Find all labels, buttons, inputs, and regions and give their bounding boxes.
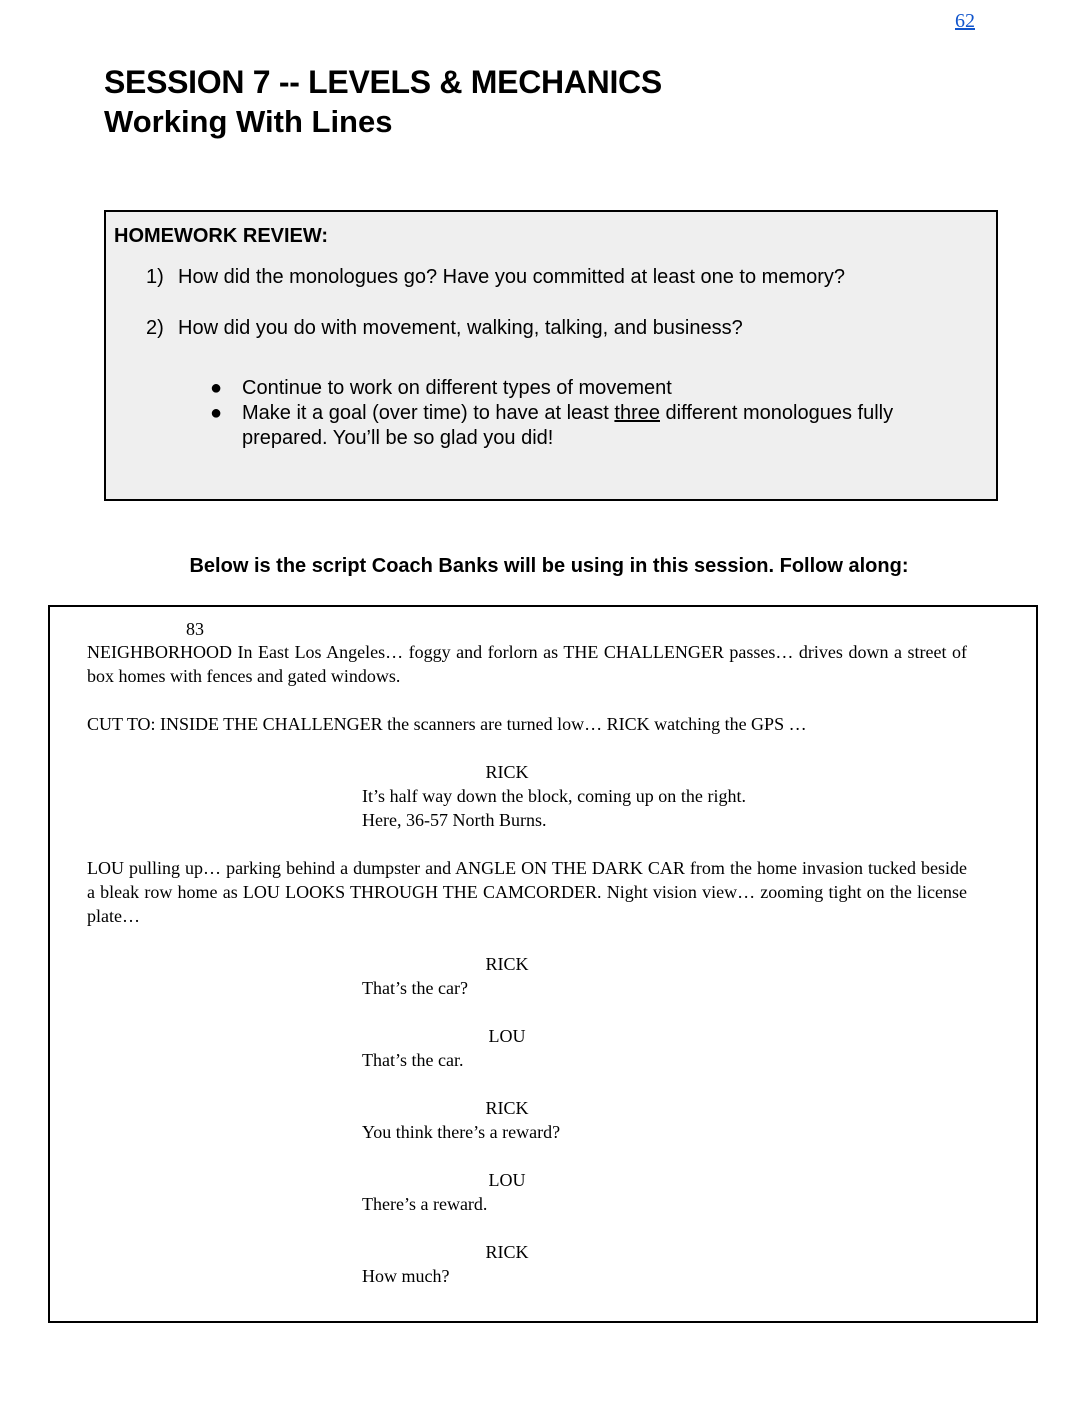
bullet-dot-icon: ● xyxy=(210,402,223,424)
bullet-text-underlined: three xyxy=(614,402,660,424)
dialogue-line: That’s the car? xyxy=(362,978,468,998)
character-name: RICK xyxy=(485,762,529,782)
character-name: LOU xyxy=(488,1026,526,1046)
dialogue-line: How much? xyxy=(362,1266,450,1286)
question-text: How did the monologues go? Have you committed at least one to memory? xyxy=(178,266,846,288)
homework-question xyxy=(146,317,743,340)
dialogue-line: It’s half way down the block, coming up on the right. Here, 36-57 North Burns. xyxy=(362,786,746,830)
character-name: LOU xyxy=(488,1170,526,1190)
script-intro: Below is the script Coach Banks will be using in this session. Follow along: xyxy=(189,555,909,577)
character-name: RICK xyxy=(485,1242,529,1262)
bullet-text: Continue to work on different types of movement xyxy=(242,377,672,399)
scene-action: LOU pulling up… parking behind a dumpster and ANGLE ON THE DARK CAR from the home invasion tucked beside a bleak row home as LOU LOOKS THROUGH THE CAMCORDER. Night vision view… zooming tight on the license plate… xyxy=(87,858,967,926)
bullet-item xyxy=(210,376,900,401)
homework-bullet-list xyxy=(210,376,900,451)
character-name: RICK xyxy=(485,1098,529,1118)
character-name: RICK xyxy=(485,954,529,974)
dialogue-line: You think there’s a reward? xyxy=(362,1122,561,1142)
session-subtitle: Working With Lines xyxy=(104,104,393,139)
page-number-link[interactable]: 62 xyxy=(955,10,975,32)
question-number: 1) xyxy=(146,266,164,288)
question-number: 2) xyxy=(146,317,164,339)
scene-action: NEIGHBORHOOD In East Los Angeles… foggy and forlorn as THE CHALLENGER passes… drives down a street of box homes with fences and gated windows. xyxy=(87,642,967,686)
homework-question xyxy=(146,266,845,289)
dialogue-line: There’s a reward. xyxy=(362,1194,488,1214)
homework-heading: HOMEWORK REVIEW: xyxy=(114,225,329,247)
bullet-text-after: different monologues fully prepared. You’ll be so glad you did! xyxy=(242,402,894,449)
bullet-text-before: Make it a goal (over time) to have at least xyxy=(242,402,615,424)
homework-review-box xyxy=(104,210,998,501)
dialogue-line: That’s the car. xyxy=(362,1050,464,1070)
scene-action: CUT TO: INSIDE THE CHALLENGER the scanners are turned low… RICK watching the GPS … xyxy=(87,714,807,734)
script-page-number: 83 xyxy=(186,619,204,639)
script-excerpt-box xyxy=(48,605,1038,1323)
bullet-item xyxy=(210,401,900,451)
question-text: How did you do with movement, walking, talking, and business? xyxy=(178,317,743,339)
session-title: SESSION 7 -- LEVELS & MECHANICS xyxy=(104,64,662,100)
bullet-dot-icon: ● xyxy=(210,377,223,399)
